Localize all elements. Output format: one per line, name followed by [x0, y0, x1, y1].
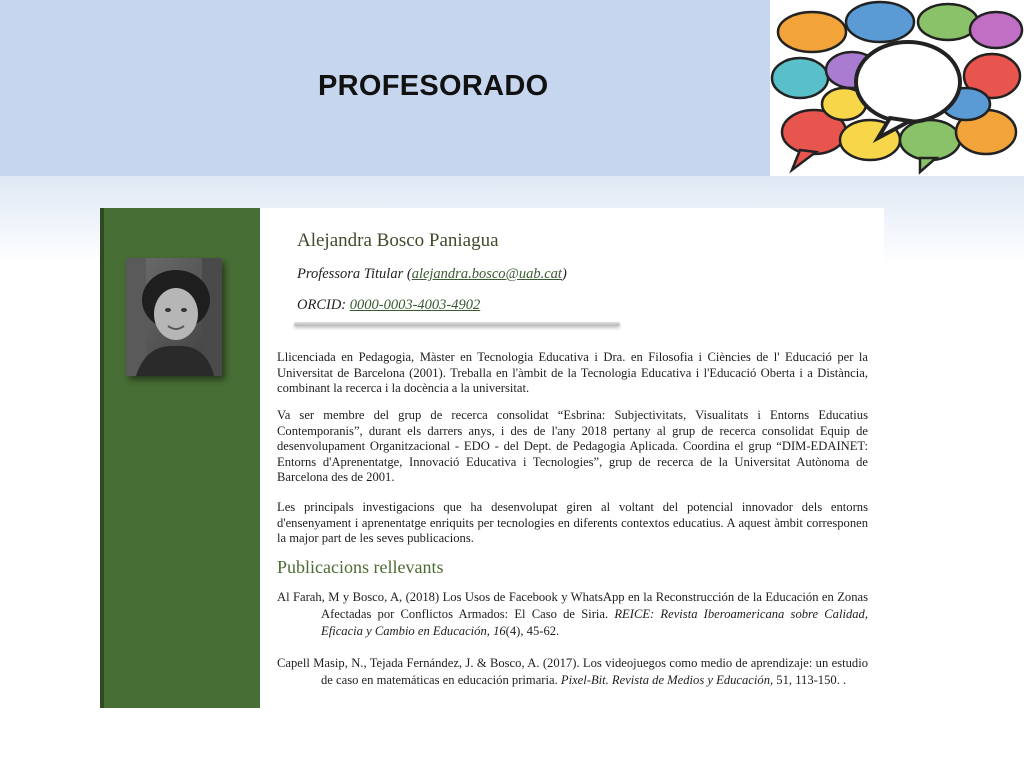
publications-heading: Publicacions rellevants — [277, 557, 444, 577]
divider-rule — [294, 322, 620, 326]
ref2-text: Capell Masip, N., Tejada Fernández, J. & Bosco, A. (2017). Los videojuegos como medio de aprendizaje: un estudio de caso en matemáticas en educación primaria. — [277, 656, 868, 687]
profile-card — [100, 208, 884, 708]
speech-bubbles-icon — [770, 0, 1024, 176]
portrait-photo — [126, 258, 222, 376]
bio-paragraph-3: Les principals investigacions que ha desenvolupat giren al voltant del potencial innovador dels entorns d'ensenyament i aprenentatge enriquits per tecnologies en diferents contextos educatius. A aquest àmbit corresponen la major part de les seves publicacions. — [277, 500, 868, 546]
email-link[interactable]: alejandra.bosco@uab.cat — [411, 266, 562, 282]
orcid-label: ORCID: — [297, 297, 350, 313]
orcid-line — [297, 297, 480, 314]
ref2-tail: 51, 113-150. . — [773, 673, 847, 687]
ref2-journal: Pixel-Bit. Revista de Medios y Educación, — [560, 673, 774, 687]
bio-paragraph-1: Llicenciada en Pedagogia, Màster en Tecnologia Educativa i Dra. en Filosofia i Ciències de l' Educació per la Universitat de Barcelona (2001). Treballa en l'àmbit de la Tecnologia Educativa i l'Educació Oberta i a Distància, combinant la recerca i la docència a la universitat. — [277, 350, 868, 396]
person-photo-icon — [126, 258, 222, 376]
ref1-journal: REICE: Revista Iberoamericana sobre Calidad, Eficacia y Cambio en Educación, 16 — [321, 607, 869, 638]
ref1-tail: (4), 45-62. — [505, 624, 560, 638]
publication-item-2 — [277, 655, 868, 689]
role-prefix: Professora Titular ( — [297, 266, 412, 282]
slide-title: PROFESORADO — [318, 70, 549, 102]
publication-item-1 — [277, 589, 868, 640]
orcid-link[interactable]: 0000-0003-4003-4902 — [349, 297, 481, 313]
profile-name: Alejandra Bosco Paniagua — [297, 230, 499, 251]
bio-paragraph-2: Va ser membre del grup de recerca consolidat “Esbrina: Subjectivitats, Visualitats i Entorns Educatius Contemporanis”, durant els darrers anys, i des de l'any 2018 pertany al grup de recerca consolidat Equip de desenvolupament Organitzacional - EDO - del Dept. de Pedagogia Aplicada. Coordina el grup “DIM-EDAINET: Entorns d'Aprenentatge, Innovació Educativa i Tecnologies”, grup de recerca de la Universitat Autònoma de Barcelona des de 2001. — [277, 408, 868, 485]
ref1-text: Al Farah, M y Bosco, A, (2018) Los Usos de Facebook y WhatsApp en la Reconstrucción de la Educación en Zonas Afectadas por Conflictos Armados: El Caso de Siria. — [277, 590, 868, 621]
profile-role — [297, 266, 567, 283]
role-suffix: ) — [561, 266, 567, 282]
green-sidebar — [100, 208, 260, 708]
speech-bubbles-image — [770, 0, 1024, 176]
